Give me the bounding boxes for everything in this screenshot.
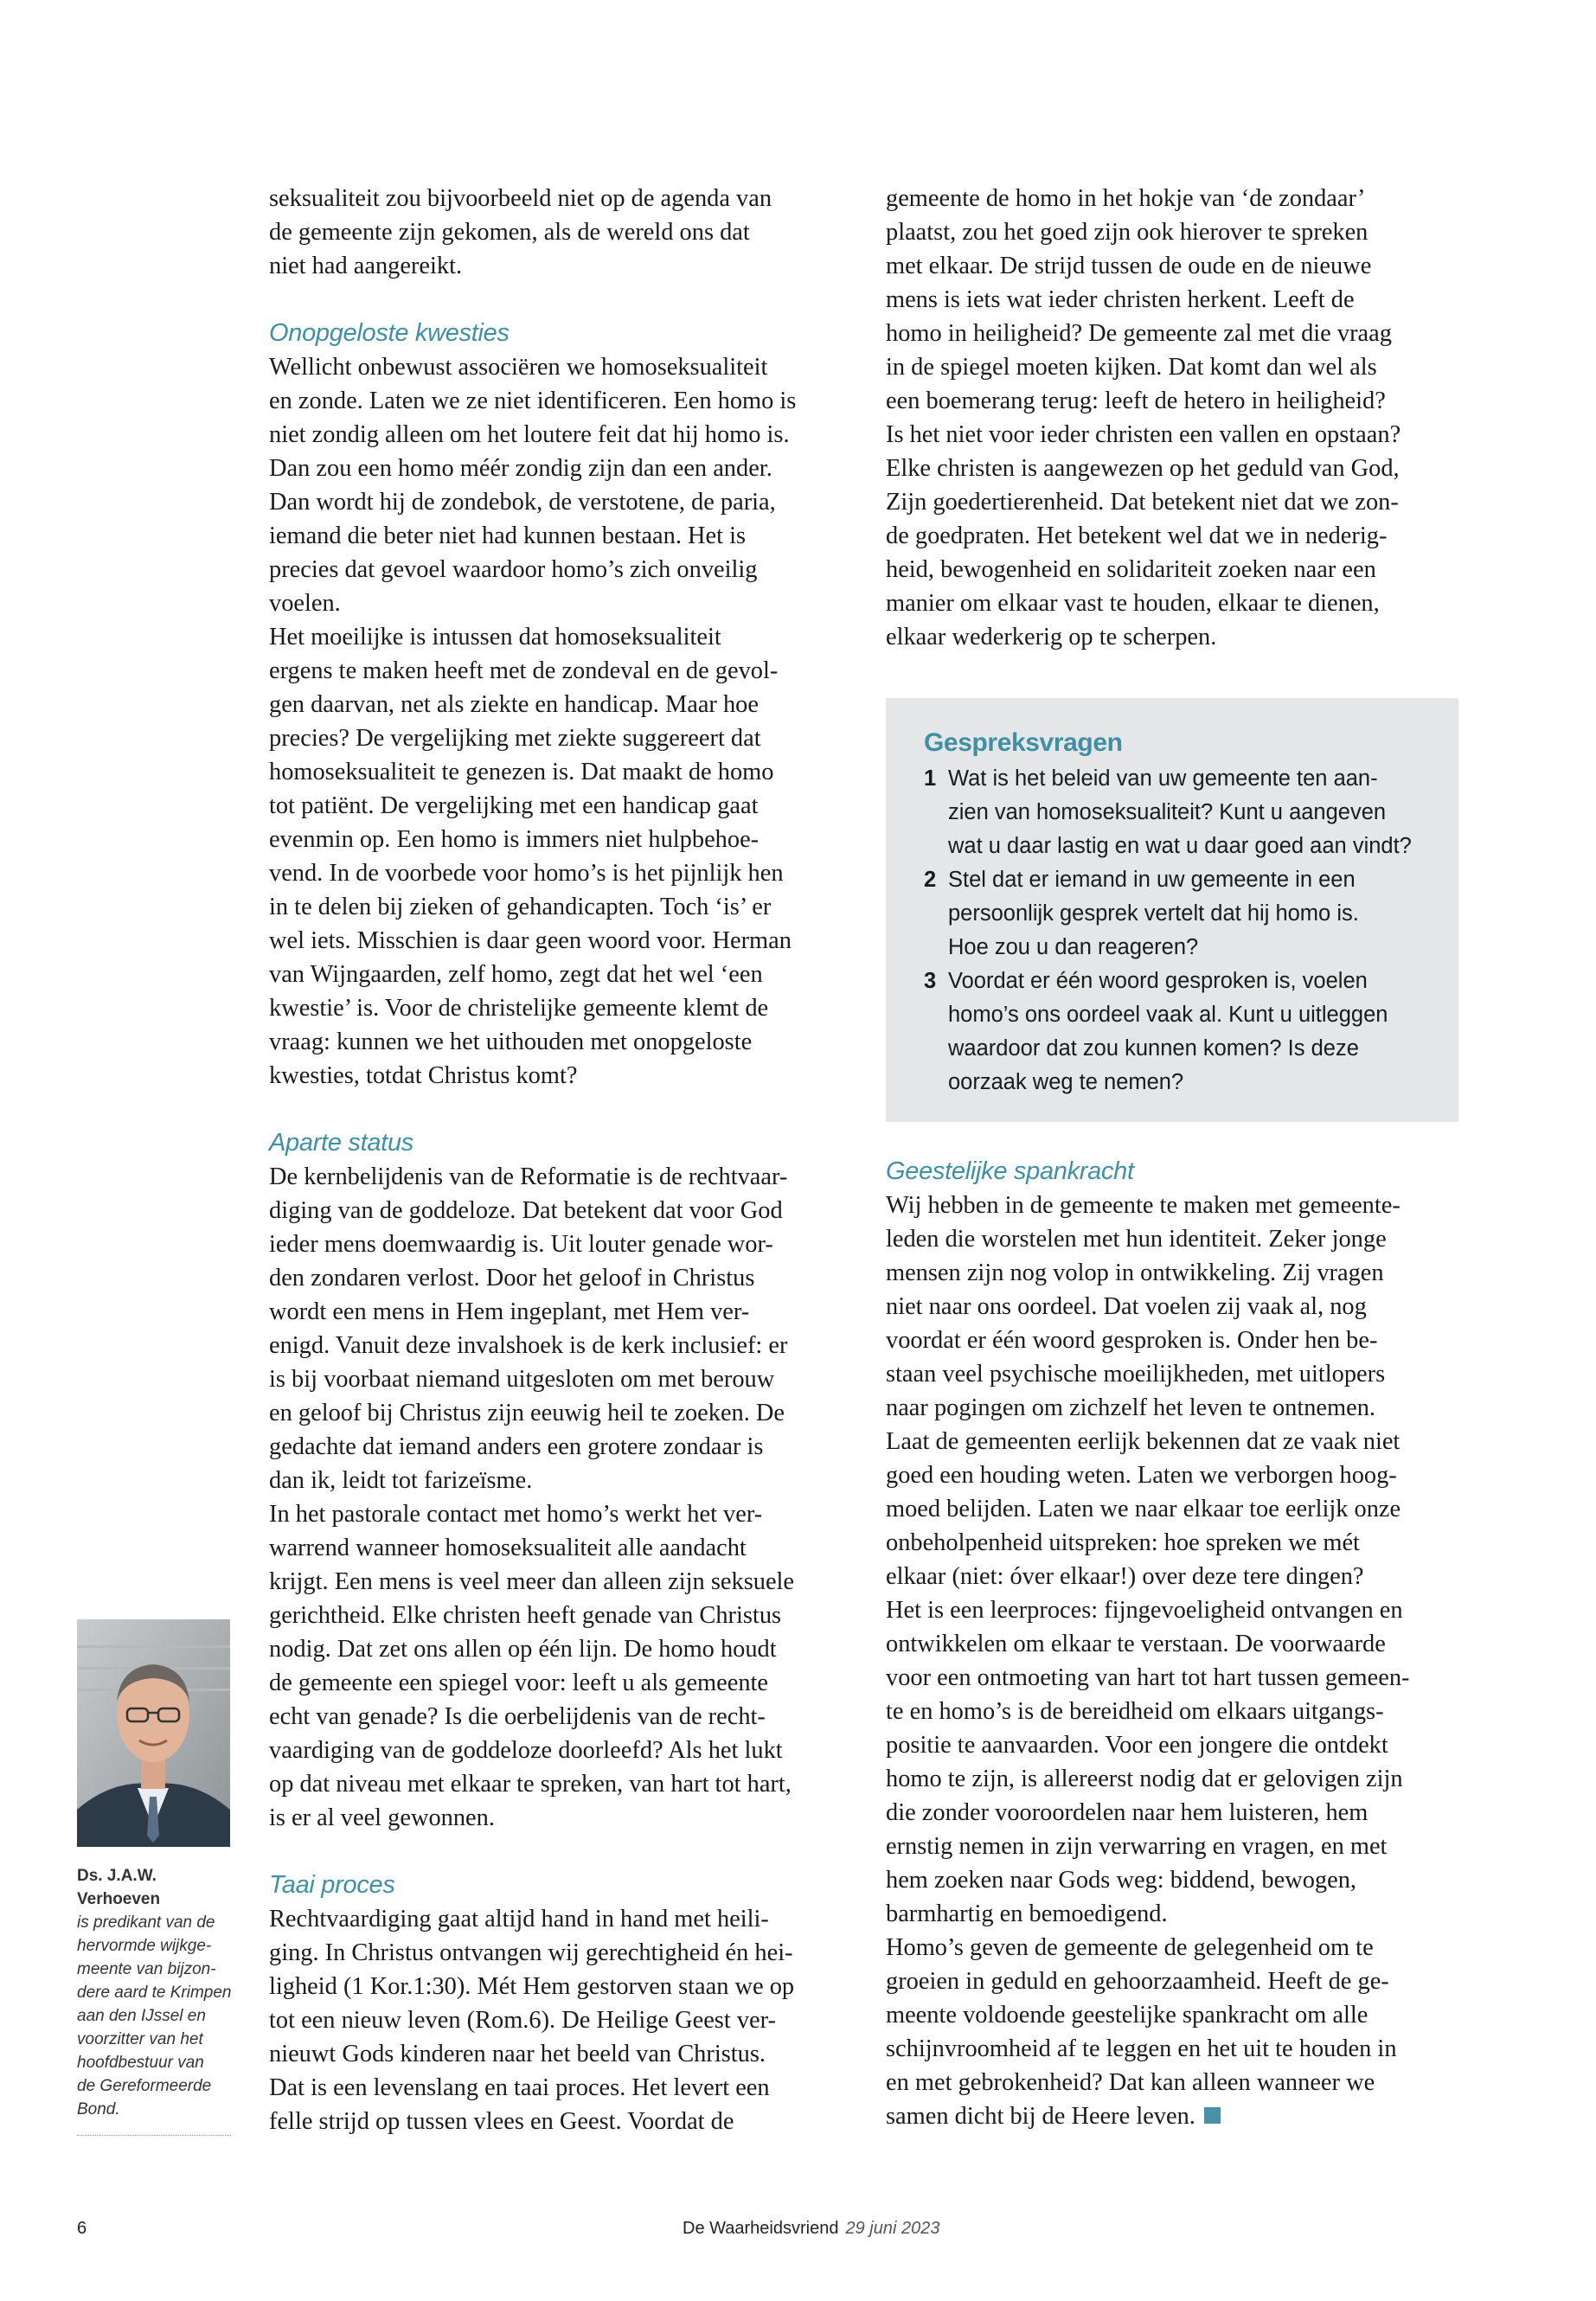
text-line: vaardiging van de goddeloze doorleefd? Als het lukt <box>269 1737 783 1764</box>
text-line: Laat de gemeenten eerlijk bekennen dat ze vaak niet <box>886 1428 1401 1455</box>
caption-divider <box>77 2135 231 2136</box>
text-line: kwesties, totdat Christus komt? <box>269 1062 578 1089</box>
text-line: echt van genade? Is die oerbelijdenis van de recht- <box>269 1703 766 1730</box>
section-heading: Geestelijke spankracht <box>886 1157 1134 1185</box>
text-line: en geloof bij Christus zijn eeuwig heil te zoeken. De <box>269 1400 785 1426</box>
text-line: warrend wanneer homoseksualiteit alle aandacht <box>269 1535 747 1561</box>
text-line: Wellicht onbewust associëren we homoseksualiteit <box>269 354 768 381</box>
text-line: schijnvroomheid af te leggen en het uit te houden in <box>886 2035 1397 2062</box>
text-line: en met gebrokenheid? Dat kan alleen wanneer we <box>886 2069 1375 2096</box>
text-line: mens is iets wat ieder christen herkent. Leeft de <box>886 286 1355 313</box>
question-number: 3 <box>924 969 937 993</box>
question-line: persoonlijk gesprek vertelt dat hij homo is. <box>948 901 1359 926</box>
text-line: meente voldoende geestelijke spankracht om alle <box>886 2002 1368 2029</box>
text-line: De kernbelijdenis van de Reformatie is de rechtvaar- <box>269 1163 788 1190</box>
publication-date: 29 juni 2023 <box>845 2219 940 2238</box>
text-line: niet zondig alleen om het loutere feit dat hij homo is. <box>269 421 790 448</box>
author-bio-line: voorzitter van het <box>77 2030 203 2048</box>
text-line: van Wijngaarden, zelf homo, zegt dat het wel ‘een <box>269 961 763 988</box>
text-line: Is het niet voor ieder christen een vallen en opstaan? <box>886 421 1401 448</box>
text-line: Elke christen is aangewezen op het geduld van God, <box>886 455 1400 482</box>
author-bio-line: hoofdbestuur van <box>77 2054 204 2072</box>
text-line: heid, bewogenheid en solidariteit zoeken naar een <box>886 556 1376 583</box>
text-line: gen daarvan, net als ziekte en handicap. Maar hoe <box>269 691 759 718</box>
text-line: de gemeente een spiegel voor: leeft u als gemeente <box>269 1670 769 1696</box>
question-line: Stel dat er iemand in uw gemeente in een <box>948 868 1356 892</box>
text-line: gemeente de homo in het hokje van ‘de zondaar’ <box>886 185 1366 212</box>
section-geestelijke-spankracht <box>886 1155 1457 2133</box>
closing-line: samen dicht bij de Heere leven. <box>886 2103 1195 2130</box>
text-line: niet had aangereikt. <box>269 253 463 279</box>
text-line: kwestie’ is. Voor de christelijke gemeente klemt de <box>269 995 769 1022</box>
text-line: Dan zou een homo méér zondig zijn dan een ander. <box>269 455 772 482</box>
page-number: 6 <box>77 2219 87 2238</box>
text-line: seksualiteit zou bijvoorbeeld niet op de agenda van <box>269 185 772 212</box>
left-column <box>269 182 840 2138</box>
text-line: In het pastorale contact met homo’s werkt het ver- <box>269 1501 763 1528</box>
text-line: en zonde. Laten we ze niet identificeren. Een homo is <box>269 388 797 414</box>
text-line: ernstig nemen in zijn verwarring en vragen, en met <box>886 1833 1388 1860</box>
text-line: tot patiënt. De vergelijking met een handicap gaat <box>269 792 759 819</box>
text-line: groeien in geduld en gehoorzaamheid. Heeft de ge- <box>886 1968 1389 1995</box>
text-line: homo te zijn, is allereerst nodig dat er gelovigen zijn <box>886 1766 1403 1792</box>
text-line: Het moeilijke is intussen dat homoseksualiteit <box>269 624 721 651</box>
text-line: den zondaren verlost. Door het geloof in Christus <box>269 1265 755 1292</box>
question-line: wat u daar lastig en wat u daar goed aan vindt? <box>948 834 1412 858</box>
author-portrait-illustration <box>77 1619 230 1847</box>
question-number: 2 <box>924 868 937 892</box>
text-line: Het is een leerproces: fijngevoeligheid ontvangen en <box>886 1597 1403 1624</box>
text-line: Dat is een levenslang en taai proces. Het levert een <box>269 2074 770 2101</box>
author-bio-line: dere aard te Krimpen <box>77 1984 232 2002</box>
text-line: in te delen bij zieken of gehandicapten. Toch ‘is’ er <box>269 894 772 920</box>
text-line: te en homo’s is de bereidheid om elkaars uitgangs- <box>886 1698 1384 1725</box>
text-line: homoseksualiteit te genezen is. Dat maakt de homo <box>269 759 774 785</box>
text-line: nodig. Dat zet ons allen op één lijn. De homo houdt <box>269 1636 777 1663</box>
text-line: plaatst, zou het goed zijn ook hierover te spreken <box>886 219 1368 246</box>
text-line: gerichtheid. Elke christen heeft genade van Christus <box>269 1602 782 1629</box>
author-bio-line: is predikant van de <box>77 1913 215 1932</box>
section-aparte-status <box>269 1126 840 1835</box>
text-line: vend. In de voorbede voor homo’s is het pijnlijk hen <box>269 860 784 887</box>
footer-publication <box>683 2218 939 2239</box>
text-line: een boemerang terug: leeft de hetero in heiligheid? <box>886 388 1386 414</box>
author-name: Ds. J.A.W. Verhoeven <box>77 1867 161 1908</box>
text-line: niet naar ons oordeel. Dat voelen zij vaak al, nog <box>886 1293 1367 1320</box>
text-line: is bij voorbaat niemand uitgesloten om met berouw <box>269 1366 775 1393</box>
section-heading: Onopgeloste kwesties <box>269 319 510 347</box>
text-line: voordat er één woord gesproken is. Onder hen be- <box>886 1327 1378 1354</box>
text-line: goed een houding weten. Laten we verborgen hoog- <box>886 1462 1397 1489</box>
text-line: iemand die beter niet had kunnen bestaan. Het is <box>269 522 747 549</box>
text-line: krijgt. Een mens is veel meer dan alleen zijn seksuele <box>269 1568 795 1595</box>
text-line: ieder mens doemwaardig is. Uit louter genade wor- <box>269 1231 773 1258</box>
left-intro <box>269 182 840 283</box>
text-line: elkaar (niet: óver elkaar!) over deze tere dingen? <box>886 1563 1364 1590</box>
text-line: wel iets. Misschien is daar geen woord voor. Herman <box>269 927 792 954</box>
section-heading: Taai proces <box>269 1871 395 1899</box>
text-line: vraag: kunnen we het uithouden met onopgeloste <box>269 1029 753 1055</box>
author-photo <box>77 1619 230 1847</box>
text-line: precies? De vergelijking met ziekte suggereert dat <box>269 725 761 752</box>
box-title: Gespreksvragen <box>924 728 1123 757</box>
text-line: Rechtvaardiging gaat altijd hand in hand met heili- <box>269 1906 769 1932</box>
question-line: Wat is het beleid van uw gemeente ten aan- <box>948 766 1378 791</box>
question-line: waardoor dat zou kunnen komen? Is deze <box>948 1036 1359 1061</box>
author-bio-line: meente van bijzon- <box>77 1960 216 1978</box>
text-line: voor een ontmoeting van hart tot hart tussen gemeen- <box>886 1664 1410 1691</box>
text-line: gedachte dat iemand anders een grotere zondaar is <box>269 1433 764 1460</box>
text-line: staan veel psychische moeilijkheden, met uitlopers <box>886 1361 1386 1388</box>
text-line: ging. In Christus ontvangen wij gerechtigheid én hei- <box>269 1939 793 1966</box>
text-line: ergens te maken heeft met de zondeval en de gevol- <box>269 657 779 684</box>
text-line: ontwikkelen om elkaar te verstaan. De voorwaarde <box>886 1631 1386 1657</box>
text-line: de gemeente zijn gekomen, als de wereld ons dat <box>269 219 750 246</box>
text-line: wordt een mens in Hem ingeplant, met Hem ver- <box>269 1298 750 1325</box>
text-line: de goedpraten. Het betekent wel dat we in nederig- <box>886 522 1388 549</box>
text-line: positie te aanvaarden. Voor een jongere die ontdekt <box>886 1732 1388 1759</box>
author-bio-line: de Gereformeerde <box>77 2077 212 2095</box>
text-line: nieuwt Gods kinderen naar het beeld van Christus. <box>269 2041 766 2067</box>
text-line: Wij hebben in de gemeente te maken met gemeente- <box>886 1192 1401 1219</box>
text-line: is er al veel gewonnen. <box>269 1804 495 1831</box>
text-line: precies dat gevoel waardoor homo’s zich onveilig <box>269 556 758 583</box>
text-line: elkaar wederkerig op te scherpen. <box>886 624 1217 651</box>
text-line: met elkaar. De strijd tussen de oude en de nieuwe <box>886 253 1372 279</box>
question-line: homo’s ons oordeel vaak al. Kunt u uitleggen <box>948 1003 1388 1027</box>
end-of-article-square-icon <box>1204 2107 1221 2124</box>
text-line: mensen zijn nog volop in ontwikkeling. Zij vragen <box>886 1259 1384 1286</box>
discussion-questions-box <box>886 698 1458 1122</box>
text-line: onbeholpenheid uitspreken: hoe spreken we mét <box>886 1529 1360 1556</box>
text-line: felle strijd op tussen vlees en Geest. Voordat de <box>269 2108 734 2135</box>
section-taai-proces <box>269 1868 840 2138</box>
publication-name: De Waarheidsvriend <box>683 2219 839 2238</box>
author-bio-line: aan den IJssel en <box>77 2007 206 2025</box>
author-bio-line: Bond. <box>77 2100 120 2118</box>
text-line: diging van de goddeloze. Dat betekent dat voor God <box>269 1197 783 1224</box>
text-line: ligheid (1 Kor.1:30). Mét Hem gestorven staan we op <box>269 1973 795 2000</box>
text-line: moed belijden. Laten we naar elkaar toe eerlijk onze <box>886 1496 1401 1522</box>
text-line: dan ik, leidt tot farizeïsme. <box>269 1467 533 1494</box>
text-line: op dat niveau met elkaar te spreken, van hart tot hart, <box>269 1771 792 1798</box>
text-line: Dan wordt hij de zondebok, de verstotene, de paria, <box>269 489 776 516</box>
question-item <box>924 965 1434 1099</box>
section-heading: Aparte status <box>269 1129 413 1157</box>
text-line: tot een nieuw leven (Rom.6). De Heilige Geest ver- <box>269 2007 776 2034</box>
question-item <box>924 762 1434 863</box>
text-line <box>886 2099 1457 2133</box>
text-line: enigd. Vanuit deze invalshoek is de kerk inclusief: er <box>269 1332 788 1359</box>
text-line: Homo’s geven de gemeente de gelegenheid om te <box>886 1934 1374 1961</box>
right-column-top <box>886 182 1457 654</box>
text-line: hem zoeken naar Gods weg: biddend, bewogen, <box>886 1867 1356 1894</box>
author-bio-line: hervormde wijkge- <box>77 1937 212 1955</box>
question-number: 1 <box>924 766 937 791</box>
text-line: homo in heiligheid? De gemeente zal met die vraag <box>886 320 1392 347</box>
text-line: barmhartig en bemoedigend. <box>886 1900 1168 1927</box>
text-line: manier om elkaar vast te houden, elkaar te dienen, <box>886 590 1380 617</box>
author-caption <box>77 1864 233 2121</box>
question-item <box>924 863 1434 965</box>
question-line: Voordat er één woord gesproken is, voelen <box>948 969 1368 993</box>
text-line: voelen. <box>269 590 341 617</box>
text-line: in de spiegel moeten kijken. Dat komt dan wel als <box>886 354 1377 381</box>
question-line: zien van homoseksualiteit? Kunt u aangeven <box>948 800 1387 824</box>
section-onopgeloste-kwesties <box>269 317 840 1093</box>
text-line: Zijn goedertierenheid. Dat betekent niet dat we zon- <box>886 489 1399 516</box>
question-line: Hoe zou u dan reageren? <box>948 935 1199 959</box>
text-line: evenmin op. Een homo is immers niet hulpbehoe- <box>269 826 760 853</box>
text-line: naar pogingen om zichzelf het leven te ontnemen. <box>886 1394 1376 1421</box>
question-line: oorzaak weg te nemen? <box>948 1070 1184 1094</box>
text-line: die zonder vooroordelen naar hem luisteren, hem <box>886 1799 1368 1826</box>
text-line: leden die worstelen met hun identiteit. Zeker jonge <box>886 1226 1387 1253</box>
